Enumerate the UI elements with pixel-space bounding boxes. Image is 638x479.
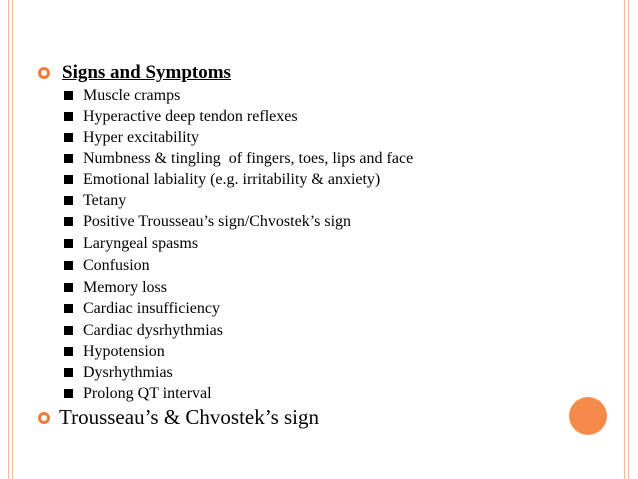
square-bullet-icon [64, 112, 73, 121]
square-bullet-icon [64, 196, 73, 205]
square-bullet-icon [64, 217, 73, 226]
footer-bullet-text: Trousseau’s & Chvostek’s sign [59, 405, 320, 429]
square-bullet-icon [64, 239, 73, 248]
list-item-text: Laryngeal spasms [83, 235, 199, 252]
heading: Signs and Symptoms [62, 62, 231, 83]
list-item-text: Hypotension [83, 343, 165, 360]
list-item-text: Muscle cramps [83, 87, 181, 104]
ring-bullet-icon [38, 412, 50, 424]
list-item-text: Tetany [83, 192, 127, 209]
square-bullet-icon [64, 304, 73, 313]
list-item-text: Hyperactive deep tendon reflexes [83, 108, 298, 125]
list-item-text: Memory loss [83, 279, 167, 296]
square-bullet-icon [64, 368, 73, 377]
ring-bullet-icon [38, 67, 50, 79]
square-bullet-icon [64, 347, 73, 356]
list-item-text: Positive Trousseau’s sign/Chvostek’s sign [83, 213, 352, 230]
square-bullet-icon [64, 283, 73, 292]
square-bullet-icon [64, 175, 73, 184]
square-bullet-icon [64, 91, 73, 100]
list-item-text: Cardiac insufficiency [83, 300, 220, 317]
list-item-text: Confusion [83, 257, 150, 274]
list-item-text: Emotional labiality (e.g. irritability & anxiety) [83, 171, 381, 188]
square-bullet-icon [64, 133, 73, 142]
square-bullet-icon [64, 326, 73, 335]
list-item-text: Numbness & tingling of fingers, toes, lips and face [83, 150, 414, 167]
list-item-text: Dysrhythmias [83, 364, 173, 381]
square-bullet-icon [64, 389, 73, 398]
list-item-text: Hyper excitability [83, 129, 199, 146]
list-item-text: Prolong QT interval [83, 385, 212, 402]
square-bullet-icon [64, 261, 73, 270]
square-bullet-icon [64, 154, 73, 163]
list-item-text: Cardiac dysrhythmias [83, 322, 223, 339]
